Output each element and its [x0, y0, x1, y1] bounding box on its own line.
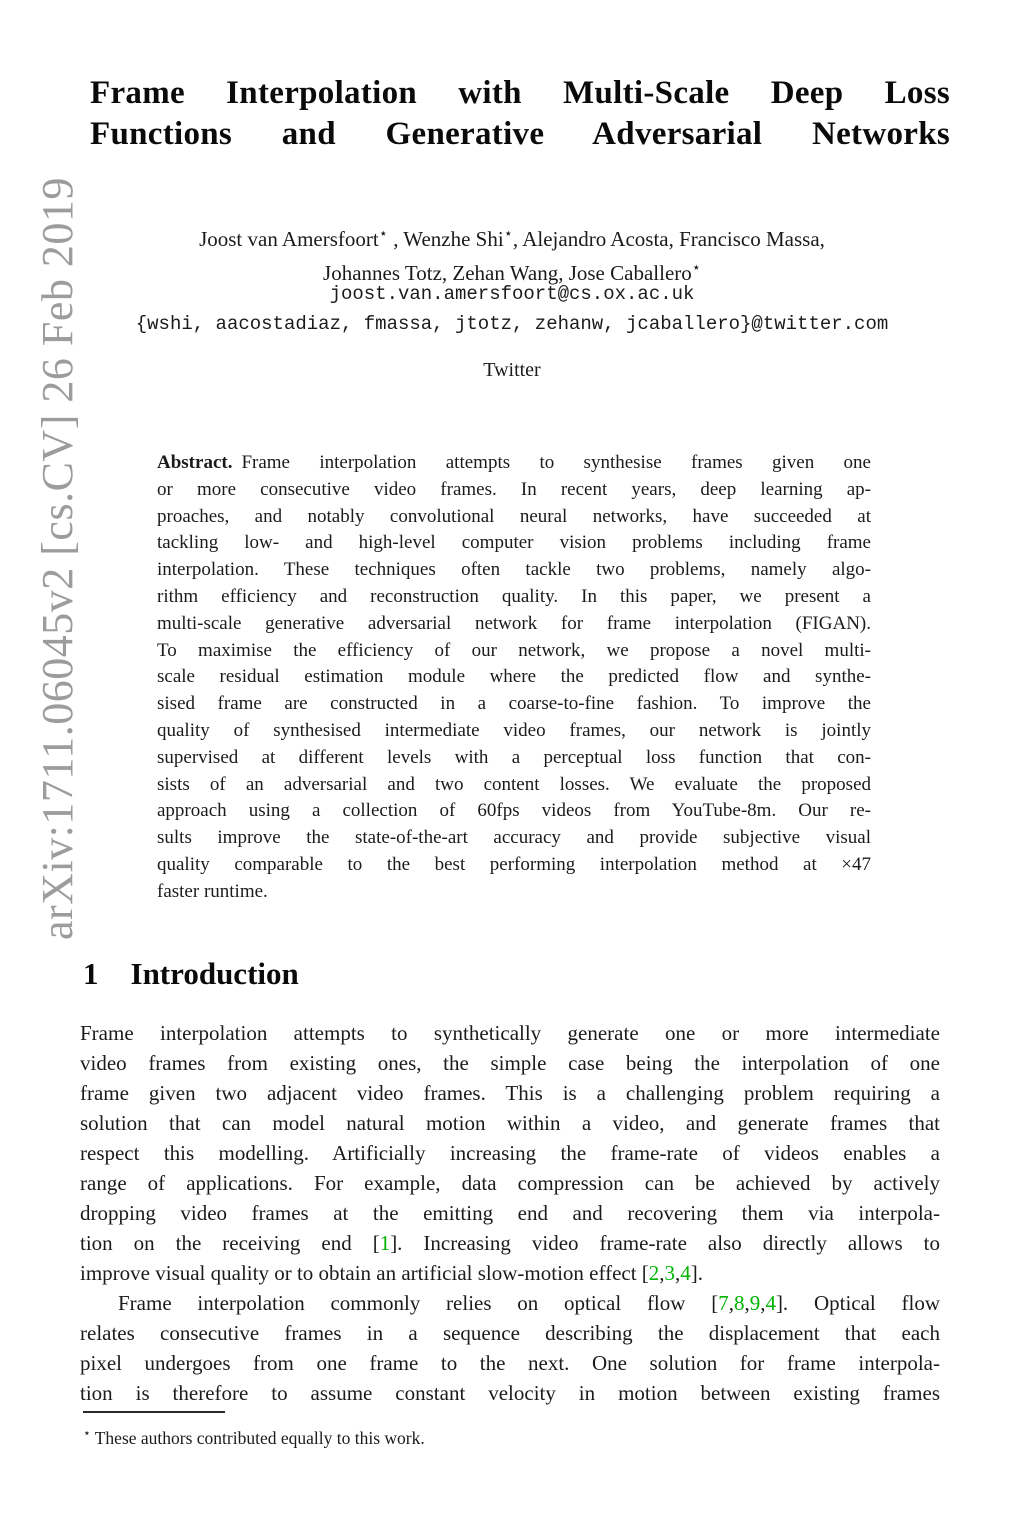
contact-emails [0, 279, 1024, 339]
citation-ref[interactable]: 7 [718, 1291, 729, 1315]
email-primary: joost.van.amersfoort@cs.ox.ac.uk [329, 283, 695, 305]
text-line: tackling low- and high-level computer vision problems including frame [157, 532, 871, 554]
author-list [0, 220, 1024, 288]
text-line: improve visual quality or to obtain an artificial slow-motion effect [2,3,4]. [80, 1261, 704, 1285]
text-line: approach using a collection of 60fps videos from YouTube-8m. Our re- [157, 800, 871, 822]
text-line: sults improve the state-of-the-art accuracy and provide subjective visual [157, 827, 871, 849]
citation-ref[interactable]: 9 [749, 1291, 761, 1315]
text-line: tion is therefore to assume constant velocity in motion between existing frames [80, 1381, 940, 1405]
footnote-marker-star: ⋆ [83, 1426, 91, 1440]
text-line: quality of synthesised intermediate video frames, our network is jointly [157, 719, 871, 741]
citation-ref[interactable]: 3 [664, 1261, 676, 1285]
text-line: Frame interpolation attempts to synthetically generate one or more intermediate [80, 1021, 940, 1045]
section-number: 1 [83, 956, 99, 991]
abstract-block [157, 450, 871, 906]
citation-ref[interactable]: 8 [733, 1291, 745, 1315]
footnote-marker-star: ⋆ [691, 260, 701, 276]
abstract-label: Abstract. [157, 452, 233, 473]
paper-title [90, 73, 950, 155]
text-line: proaches, and notably convolutional neural networks, have succeeded at [157, 505, 871, 527]
text-line: respect this modelling. Artificially increasing the frame-rate of videos enables a [80, 1141, 940, 1165]
footnote-marker-star: ⋆ [378, 226, 388, 242]
text-line: quality comparable to the best performing interpolation method at ×47 [157, 853, 871, 875]
text-line: interpolation. These techniques often tackle two problems, namely algo- [157, 559, 871, 581]
text-line: sised frame are constructed in a coarse-to-fine fashion. To improve the [157, 693, 871, 715]
text-line: relates consecutive frames in a sequence describing the displacement that each [80, 1321, 940, 1345]
text-line: or more consecutive video frames. In recent years, deep learning ap- [157, 478, 871, 500]
text-line: rithm efficiency and reconstruction quality. In this paper, we present a [157, 585, 871, 607]
arxiv-stamp: arXiv:1711.06045v2 [cs.CV] 26 Feb 2019 [33, 177, 82, 940]
author-line2: Johannes Totz, Zehan Wang, Jose Caballero⋆ [323, 260, 701, 285]
paper-title-line2: Functions and Generative Adversarial Networks [90, 116, 950, 152]
text-line: video frames from existing ones, the simple case being the interpolation of one [80, 1051, 940, 1075]
author-line1: Joost van Amersfoort⋆ , Wenzhe Shi⋆, Alejandro Acosta, Francisco Massa, [199, 226, 825, 251]
text-line: multi-scale generative adversarial network for frame interpolation (FIGAN). [157, 612, 871, 634]
abstract-first-line-text: Frame interpolation attempts to synthesise frames given one [241, 452, 871, 473]
text-line: supervised at different levels with a perceptual loss function that con- [157, 746, 871, 768]
text-line: tion on the receiving end [1]. Increasing video frame-rate also directly allows to [80, 1231, 940, 1255]
text-line: To maximise the efficiency of our network, we propose a novel multi- [157, 639, 871, 661]
section-title: Introduction [130, 956, 299, 991]
text-line: range of applications. For example, data compression can be achieved by actively [80, 1171, 940, 1195]
text-line: sists of an adversarial and two content losses. We evaluate the proposed [157, 773, 871, 795]
citation-ref[interactable]: 2 [648, 1261, 660, 1285]
text-line: frame given two adjacent video frames. This is a challenging problem requiring a [80, 1081, 940, 1105]
footnote-marker-star: ⋆ [503, 226, 513, 242]
email-group: {wshi, aacostadiaz, fmassa, jtotz, zehanw, jcaballero}@twitter.com [135, 313, 889, 335]
citation-ref[interactable]: 4 [680, 1261, 691, 1285]
text-line: Frame interpolation commonly relies on optical flow [7,8,9,4]. Optical flow [118, 1291, 940, 1315]
footnote-rule [83, 1411, 225, 1413]
footnote: ⋆ These authors contributed equally to this work. [83, 1426, 425, 1448]
abstract-first-line [157, 450, 871, 477]
intro-paragraph-1 [80, 1018, 940, 1288]
intro-paragraph-2 [80, 1288, 940, 1408]
citation-ref[interactable]: 1 [379, 1231, 391, 1255]
citation-ref[interactable]: 4 [765, 1291, 776, 1315]
abstract-body [157, 477, 871, 906]
text-line: faster runtime. [157, 880, 268, 902]
paper-title-line1: Frame Interpolation with Multi-Scale Deep Loss [90, 75, 950, 111]
text-line: pixel undergoes from one frame to the next. One solution for frame interpola- [80, 1351, 940, 1375]
text-line: scale residual estimation module where the predicted flow and synthe- [157, 666, 871, 688]
affiliation: Twitter [483, 359, 541, 381]
section-heading [83, 956, 943, 992]
text-line: dropping video frames at the emitting end and recovering them via interpola- [80, 1201, 940, 1225]
text-line: solution that can model natural motion within a video, and generate frames that [80, 1111, 940, 1135]
